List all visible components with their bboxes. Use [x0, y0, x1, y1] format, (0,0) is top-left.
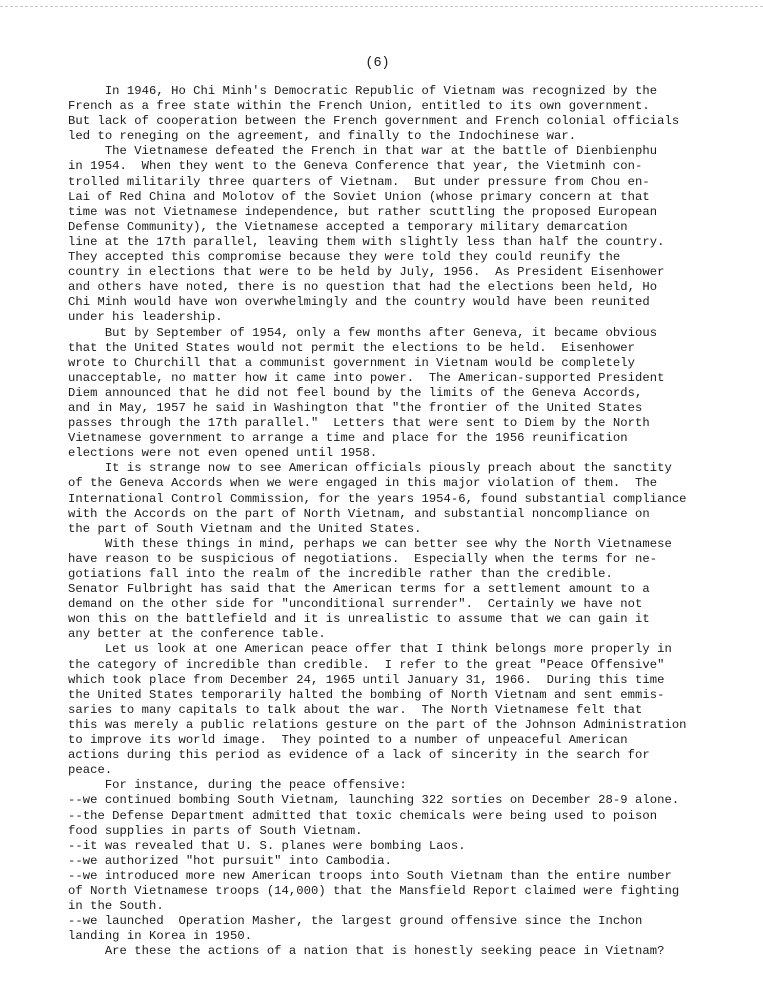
- text-line: --we continued bombing South Vietnam, launching 322 sorties on December 28-9 alone.: [68, 793, 680, 808]
- text-line: demand on the other side for "unconditional surrender". Certainly we have not: [68, 597, 643, 612]
- text-line: passes through the 17th parallel." Letters that were sent to Diem by the North: [68, 416, 650, 431]
- text-line: of the Geneva Accords when we were engaged in this major violation of them. The: [68, 476, 658, 491]
- text-line: --we launched Operation Masher, the largest ground offensive since the Inchon: [68, 914, 643, 929]
- text-line: With these things in mind, perhaps we can better see why the North Vietnamese: [68, 536, 672, 551]
- paragraph: [68, 944, 708, 959]
- text-line: unacceptable, no matter how it came into power. The American-supported President: [68, 370, 665, 385]
- text-line: wrote to Churchill that a communist government in Vietnam would be completely: [68, 355, 636, 370]
- text-line: food supplies in parts of South Vietnam.: [68, 823, 363, 838]
- text-line: led to reneging on the agreement, and finally to the Indochinese war.: [68, 129, 577, 144]
- text-line: with the Accords on the part of North Vietnam, and substantial noncompliance on: [68, 506, 650, 521]
- text-line: Let us look at one American peace offer that I think belongs more properly in: [68, 642, 672, 657]
- text-line: But lack of cooperation between the French government and French colonial officials: [68, 114, 680, 129]
- text-line: that the United States would not permit the elections to be held. Eisenhower: [68, 340, 636, 355]
- text-line: landing in Korea in 1950.: [68, 929, 253, 944]
- text-line: in 1954. When they went to the Geneva Conference that year, the Vietminh con-: [68, 159, 643, 174]
- paragraph: [68, 84, 708, 144]
- text-line: It is strange now to see American officials piously preach about the sanctity: [68, 461, 672, 476]
- text-line: Are these the actions of a nation that is honestly seeking peace in Vietnam?: [68, 944, 665, 959]
- paragraph: [68, 778, 708, 944]
- text-line: elections were not even opened until 1958.: [68, 446, 378, 461]
- text-line: this was merely a public relations gesture on the part of the Johnson Administration: [68, 717, 687, 732]
- text-line: French as a free state within the French Union, entitled to its own government.: [68, 99, 650, 114]
- text-line: --we authorized "hot pursuit" into Cambodia.: [68, 853, 393, 868]
- text-line: In 1946, Ho Chi Minh's Democratic Republic of Vietnam was recognized by the: [68, 84, 658, 98]
- text-line: which took place from December 24, 1965 until January 31, 1966. During this time: [68, 672, 665, 687]
- page-number: (6): [365, 56, 390, 71]
- text-line: any better at the conference table.: [68, 627, 326, 642]
- paragraph: [68, 642, 708, 778]
- text-line: have reason to be suspicious of negotiations. Especially when the terms for ne-: [68, 551, 658, 566]
- paragraph: [68, 326, 708, 462]
- text-line: won this on the battlefield and it is unrealistic to assume that we can gain it: [68, 612, 650, 627]
- text-line: For instance, during the peace offensive:: [68, 778, 407, 793]
- text-line: They accepted this compromise because they were told they could reunify the: [68, 250, 621, 265]
- paragraph: [68, 461, 708, 536]
- text-line: Senator Fulbright has said that the American terms for a settlement amount to a: [68, 582, 650, 597]
- text-line: peace.: [68, 763, 113, 778]
- paragraph: [68, 537, 708, 643]
- text-line: gotiations fall into the realm of the incredible rather than the credible.: [68, 567, 613, 581]
- text-line: --we introduced more new American troops into South Vietnam than the entire number: [68, 868, 672, 883]
- text-line: country in elections that were to be held by July, 1956. As President Eisenhower: [68, 265, 665, 280]
- text-line: International Control Commission, for the years 1954-6, found substantial compliance: [68, 491, 687, 506]
- text-line: Defense Community), the Vietnamese accepted a temporary military demarcation: [68, 219, 628, 234]
- text-line: But by September of 1954, only a few months after Geneva, it became obvious: [68, 325, 658, 340]
- text-line: The Vietnamese defeated the French in that war at the battle of Dienbienphu: [68, 144, 658, 159]
- text-line: of North Vietnamese troops (14,000) that the Mansfield Report claimed were fighting: [68, 883, 680, 898]
- text-line: --it was revealed that U. S. planes were bombing Laos.: [68, 838, 466, 853]
- text-line: Vietnamese government to arrange a time and place for the 1956 reunification: [68, 431, 628, 446]
- page-top-edge: [0, 0, 763, 7]
- text-line: Diem announced that he did not feel bound by the limits of the Geneva Accords,: [68, 385, 643, 400]
- document-body: [68, 84, 708, 959]
- text-line: and in May, 1957 he said in Washington that "the frontier of the United States: [68, 400, 643, 415]
- text-line: the United States temporarily halted the bombing of North Vietnam and sent emmis-: [68, 687, 665, 702]
- text-line: trolled militarily three quarters of Vietnam. But under pressure from Chou en-: [68, 174, 650, 189]
- text-line: and others have noted, there is no question that had the elections been held, Ho: [68, 280, 658, 295]
- paragraph: [68, 144, 708, 325]
- text-line: actions during this period as evidence of a lack of sincerity in the search for: [68, 748, 650, 763]
- text-line: Chi Minh would have won overwhelmingly and the country would have been reunited: [68, 295, 650, 310]
- text-line: in the South.: [68, 899, 164, 914]
- text-line: to improve its world image. They pointed to a number of unpeaceful American: [68, 733, 628, 748]
- text-line: under his leadership.: [68, 310, 223, 325]
- text-line: the part of South Vietnam and the United States.: [68, 521, 422, 536]
- text-line: --the Defense Department admitted that toxic chemicals were being used to poison: [68, 808, 658, 823]
- text-line: line at the 17th parallel, leaving them with slightly less than half the country.: [68, 234, 665, 249]
- text-line: Lai of Red China and Molotov of the Soviet Union (whose primary concern at that: [68, 189, 650, 204]
- text-line: saries to many capitals to talk about the war. The North Vietnamese felt that: [68, 702, 643, 717]
- text-line: time was not Vietnamese independence, but rather scuttling the proposed European: [68, 204, 658, 219]
- text-line: the category of incredible than credible. I refer to the great "Peace Offensive": [68, 657, 665, 672]
